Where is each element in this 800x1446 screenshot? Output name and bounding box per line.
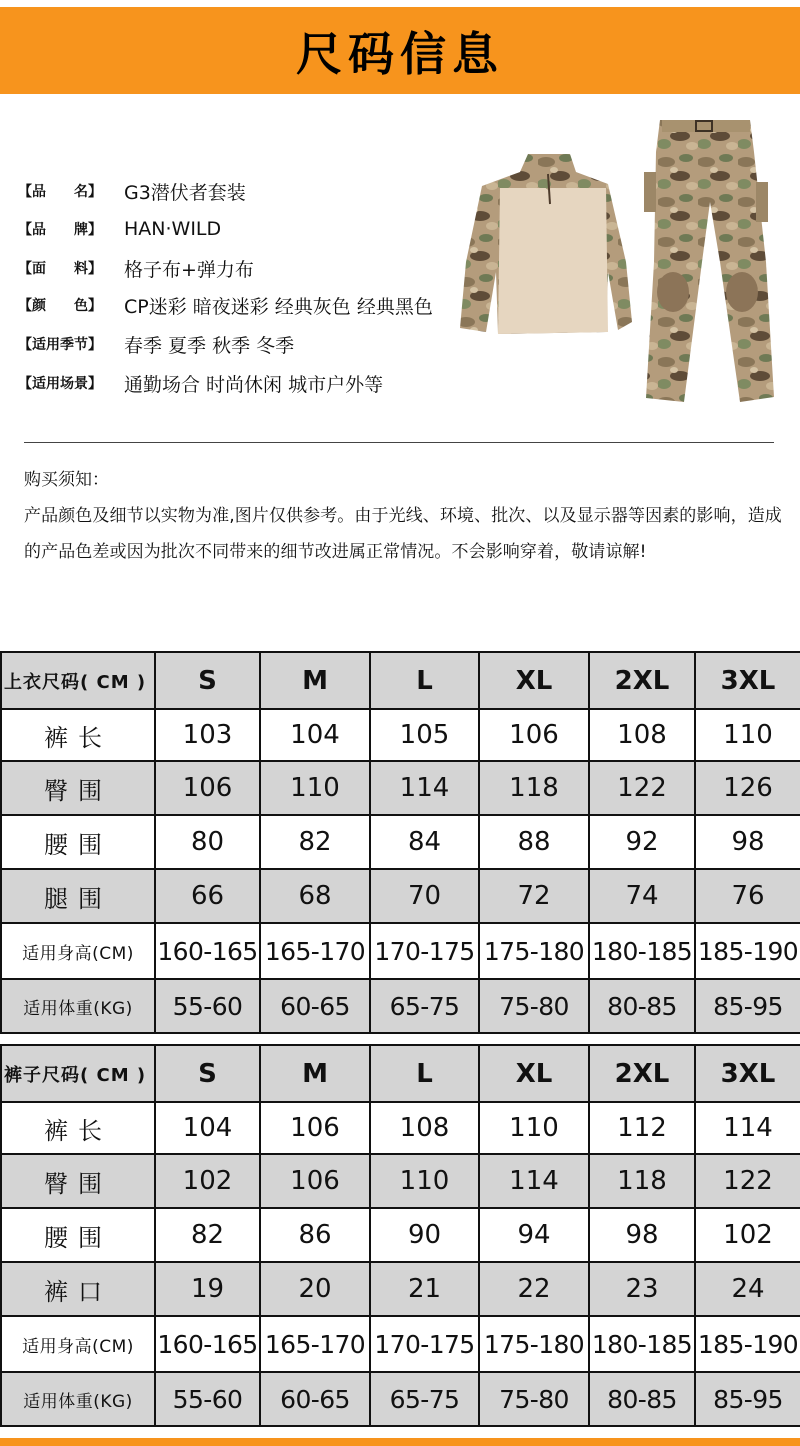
- table-cell: 88: [479, 815, 589, 869]
- table-cell: 110: [479, 1102, 589, 1154]
- header-banner: [0, 7, 800, 94]
- table-cell: 170-175: [370, 923, 479, 979]
- table-cell: 106: [155, 761, 260, 815]
- table-cell: 175-180: [479, 923, 589, 979]
- table-cell: 85-95: [695, 979, 800, 1033]
- size-header: XL: [479, 1045, 589, 1102]
- table-cell: 65-75: [370, 979, 479, 1033]
- info-label: 【品 名】: [18, 184, 102, 200]
- table-cell: 165-170: [260, 1316, 370, 1372]
- row-label: 裤长: [1, 709, 155, 761]
- table-cell: 55-60: [155, 1372, 260, 1426]
- table-cell: 22: [479, 1262, 589, 1316]
- table-cell: 104: [155, 1102, 260, 1154]
- row-label: 臀围: [1, 1154, 155, 1208]
- row-label: 腰围: [1, 1208, 155, 1262]
- table-cell: 102: [155, 1154, 260, 1208]
- info-row-scene: [18, 368, 383, 398]
- table-cell: 98: [589, 1208, 695, 1262]
- info-label: 【面 料】: [18, 261, 102, 277]
- table-cell: 86: [260, 1208, 370, 1262]
- size-header: M: [260, 1045, 370, 1102]
- section-divider: [24, 442, 774, 443]
- table-cell: 114: [370, 761, 479, 815]
- info-row-fabric: [18, 253, 254, 283]
- info-value: 通勤场合 时尚休闲 城市户外等: [124, 373, 384, 396]
- table-cell: 80-85: [589, 979, 695, 1033]
- table-cell: 98: [695, 815, 800, 869]
- table-cell: 65-75: [370, 1372, 479, 1426]
- info-row-season: [18, 329, 294, 359]
- row-label: 适用身高(CM): [1, 1316, 155, 1372]
- table-cell: 112: [589, 1102, 695, 1154]
- table-row: [1, 709, 800, 761]
- row-label: 裤长: [1, 1102, 155, 1154]
- table-cell: 106: [260, 1102, 370, 1154]
- table-row: [1, 923, 800, 979]
- info-label: 【颜 色】: [18, 298, 102, 314]
- table-cell: 185-190: [695, 923, 800, 979]
- table-cell: 122: [589, 761, 695, 815]
- table-title: 裤子尺码( CM ): [1, 1045, 155, 1102]
- info-row-color: [18, 290, 433, 320]
- row-label: 适用体重(KG): [1, 979, 155, 1033]
- table-cell: 19: [155, 1262, 260, 1316]
- info-label: 【品 牌】: [18, 222, 102, 238]
- table-cell: 185-190: [695, 1316, 800, 1372]
- table-row: [1, 1316, 800, 1372]
- size-header: S: [155, 1045, 260, 1102]
- size-header: XL: [479, 652, 589, 709]
- table-cell: 118: [589, 1154, 695, 1208]
- table-cell: 170-175: [370, 1316, 479, 1372]
- info-label: 【适用季节】: [18, 337, 102, 353]
- top-size-table: [0, 651, 800, 1034]
- notice-body: 产品颜色及细节以实物为准,图片仅供参考。由于光线、环境、批次、以及显示器等因素的影响，造成的产品色差或因为批次不同带来的细节改进属正常情况。不会影响穿着，敬请谅解!: [24, 506, 782, 562]
- info-value: G3潜伏者套装: [124, 181, 246, 204]
- info-value: HAN·WILD: [124, 218, 222, 240]
- table-cell: 114: [479, 1154, 589, 1208]
- table-cell: 180-185: [589, 1316, 695, 1372]
- table-cell: 108: [370, 1102, 479, 1154]
- pants-size-table: [0, 1044, 800, 1427]
- info-label: 【适用场景】: [18, 376, 102, 392]
- table-title: 上衣尺码( CM ): [1, 652, 155, 709]
- info-value: 格子布+弹力布: [124, 258, 254, 281]
- table-cell: 84: [370, 815, 479, 869]
- table-row: [1, 1102, 800, 1154]
- table-header-row: [1, 1045, 800, 1102]
- table-cell: 82: [155, 1208, 260, 1262]
- size-header: 3XL: [695, 652, 800, 709]
- table-cell: 165-170: [260, 923, 370, 979]
- page-title: 尺码信息: [296, 26, 504, 81]
- info-value: CP迷彩 暗夜迷彩 经典灰色 经典黑色: [124, 295, 433, 318]
- info-row-brand: [18, 214, 221, 244]
- table-cell: 105: [370, 709, 479, 761]
- table-cell: 74: [589, 869, 695, 923]
- table-cell: 102: [695, 1208, 800, 1262]
- row-label: 臀围: [1, 761, 155, 815]
- table-cell: 80-85: [589, 1372, 695, 1426]
- table-cell: 103: [155, 709, 260, 761]
- table-cell: 21: [370, 1262, 479, 1316]
- row-label: 腰围: [1, 815, 155, 869]
- shirt-illustration: [460, 154, 632, 334]
- table-cell: 92: [589, 815, 695, 869]
- table-cell: 68: [260, 869, 370, 923]
- table-cell: 108: [589, 709, 695, 761]
- table-cell: 85-95: [695, 1372, 800, 1426]
- table-cell: 72: [479, 869, 589, 923]
- table-row: [1, 1262, 800, 1316]
- table-row: [1, 869, 800, 923]
- table-row: [1, 1372, 800, 1426]
- table-cell: 80: [155, 815, 260, 869]
- purchase-notice: [24, 462, 784, 570]
- table-cell: 20: [260, 1262, 370, 1316]
- table-cell: 76: [695, 869, 800, 923]
- size-header: L: [370, 652, 479, 709]
- table-cell: 94: [479, 1208, 589, 1262]
- table-row: [1, 761, 800, 815]
- bottom-accent-bar: [0, 1438, 800, 1446]
- size-header: 3XL: [695, 1045, 800, 1102]
- table-cell: 180-185: [589, 923, 695, 979]
- table-cell: 75-80: [479, 979, 589, 1033]
- table-row: [1, 979, 800, 1033]
- table-cell: 60-65: [260, 979, 370, 1033]
- table-cell: 23: [589, 1262, 695, 1316]
- table-cell: 110: [695, 709, 800, 761]
- table-cell: 60-65: [260, 1372, 370, 1426]
- size-header: S: [155, 652, 260, 709]
- row-label: 适用体重(KG): [1, 1372, 155, 1426]
- pants-illustration: [644, 120, 774, 402]
- table-cell: 82: [260, 815, 370, 869]
- table-row: [1, 1208, 800, 1262]
- size-header: 2XL: [589, 1045, 695, 1102]
- table-header-row: [1, 652, 800, 709]
- notice-title: 购买须知：: [24, 470, 109, 490]
- row-label: 腿围: [1, 869, 155, 923]
- table-cell: 110: [370, 1154, 479, 1208]
- table-cell: 114: [695, 1102, 800, 1154]
- table-row: [1, 1154, 800, 1208]
- table-cell: 24: [695, 1262, 800, 1316]
- table-cell: 160-165: [155, 923, 260, 979]
- table-cell: 175-180: [479, 1316, 589, 1372]
- table-cell: 110: [260, 761, 370, 815]
- table-cell: 90: [370, 1208, 479, 1262]
- product-image: [458, 112, 788, 412]
- table-cell: 55-60: [155, 979, 260, 1033]
- info-row-name: [18, 176, 246, 206]
- table-cell: 66: [155, 869, 260, 923]
- size-header: 2XL: [589, 652, 695, 709]
- table-row: [1, 815, 800, 869]
- size-header: M: [260, 652, 370, 709]
- row-label: 裤口: [1, 1262, 155, 1316]
- table-cell: 106: [479, 709, 589, 761]
- table-cell: 122: [695, 1154, 800, 1208]
- size-header: L: [370, 1045, 479, 1102]
- table-cell: 104: [260, 709, 370, 761]
- table-cell: 126: [695, 761, 800, 815]
- info-value: 春季 夏季 秋季 冬季: [124, 334, 295, 357]
- table-cell: 75-80: [479, 1372, 589, 1426]
- table-cell: 118: [479, 761, 589, 815]
- row-label: 适用身高(CM): [1, 923, 155, 979]
- table-cell: 70: [370, 869, 479, 923]
- table-cell: 106: [260, 1154, 370, 1208]
- table-cell: 160-165: [155, 1316, 260, 1372]
